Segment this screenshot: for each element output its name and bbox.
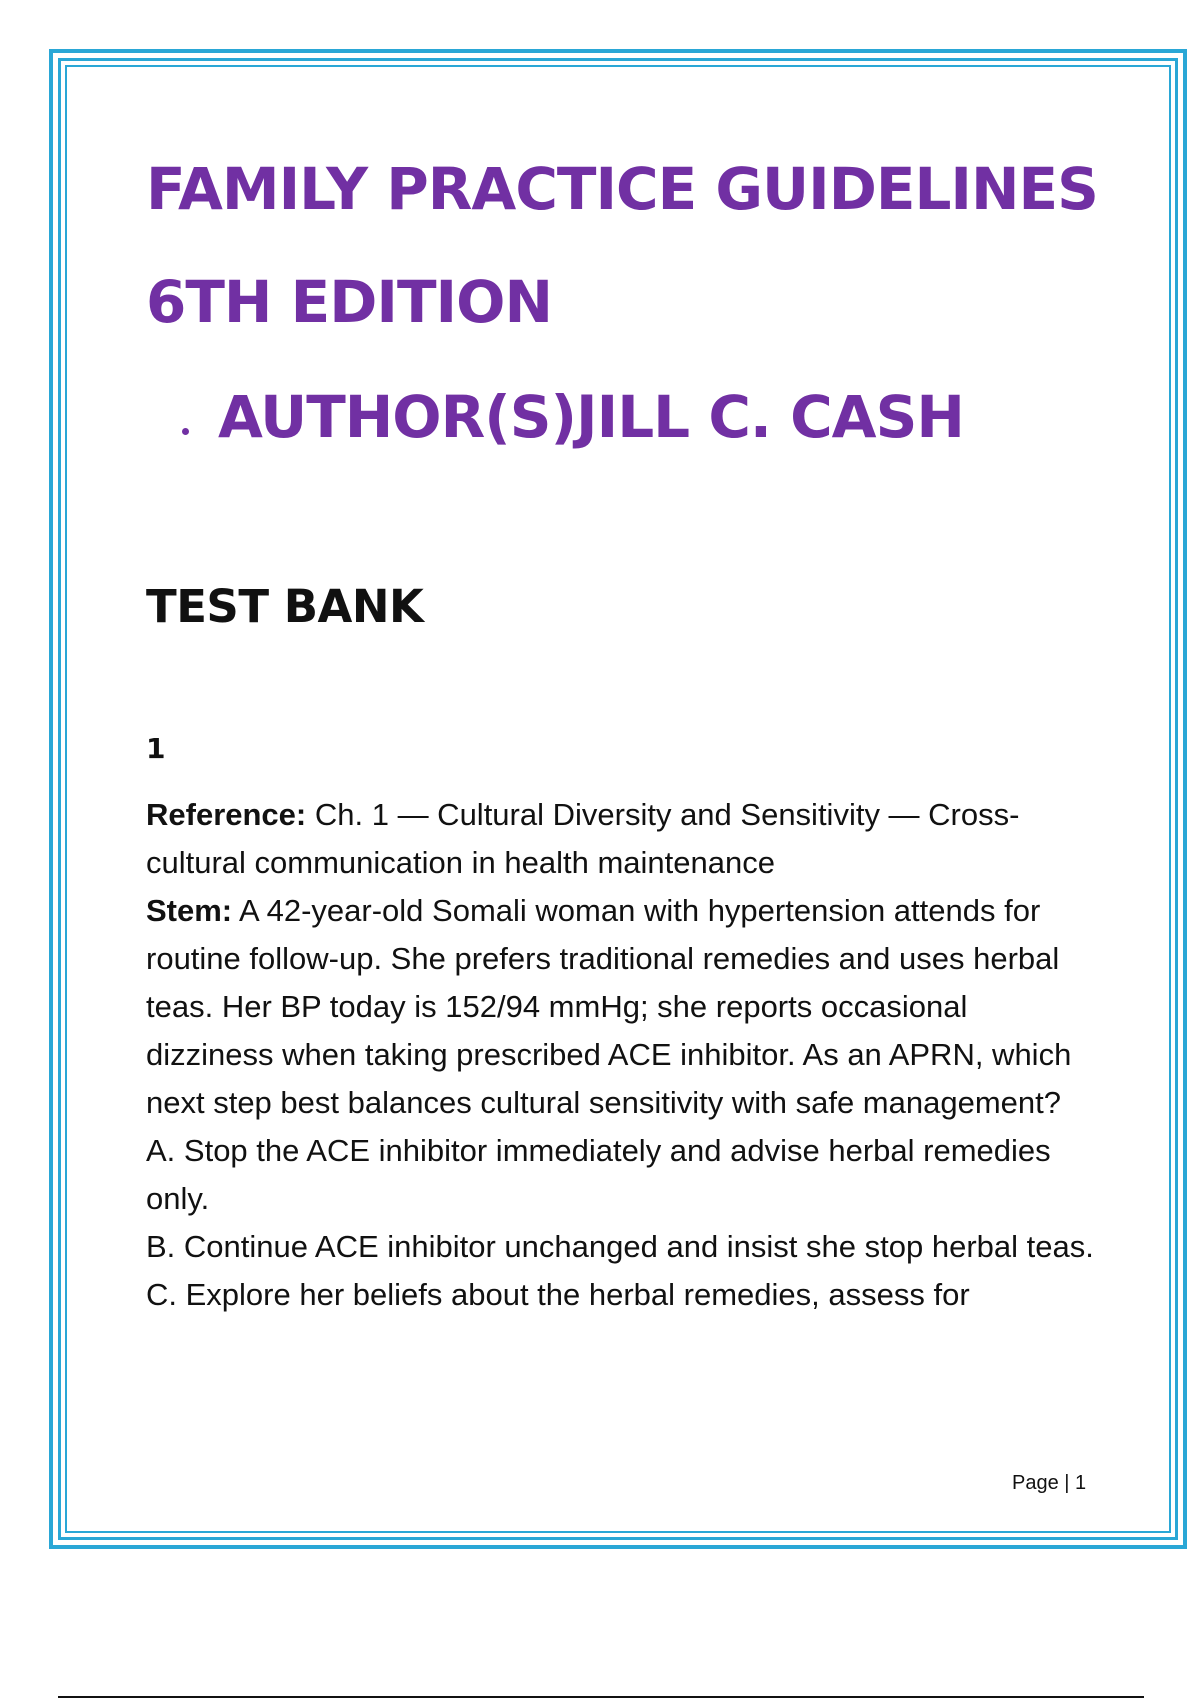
footer-divider [58, 1696, 1144, 1698]
question-number: 1 [146, 732, 166, 765]
stem-text: A 42-year-old Somali woman with hypertension attends for routine follow-up. She prefers traditional remedies and uses herbal teas. Her BP today is 152/94 mmHg; she reports occasional dizziness when taking prescribed ACE inhibitor. As an APRN, which next step best balances cultural sensitivity with safe management? [146, 893, 1072, 1120]
option-c: C. Explore her beliefs about the herbal remedies, assess for [146, 1277, 970, 1312]
title-line-1: FAMILY PRACTICE GUIDELINES [146, 155, 1098, 223]
reference-label: Reference: [146, 797, 307, 832]
option-a: A. Stop the ACE inhibitor immediately and advise herbal remedies only. [146, 1133, 1051, 1216]
stem-label: Stem: [146, 893, 233, 928]
question-body [146, 791, 1096, 1319]
title-line-3: AUTHOR(S)JILL C. CASH [218, 383, 964, 451]
page-number: Page | 1 [1012, 1472, 1087, 1494]
reference-text: Ch. 1 — Cultural Diversity and Sensitivity — Cross-cultural communication in health maintenance [146, 797, 1020, 880]
reference-paragraph [146, 791, 1096, 887]
stem-paragraph [146, 887, 1096, 1127]
option-b: B. Continue ACE inhibitor unchanged and insist she stop herbal teas. [146, 1229, 1094, 1264]
bullet-dot-icon [182, 428, 189, 435]
section-heading: TEST BANK [146, 580, 424, 633]
title-line-2: 6TH EDITION [146, 268, 552, 336]
